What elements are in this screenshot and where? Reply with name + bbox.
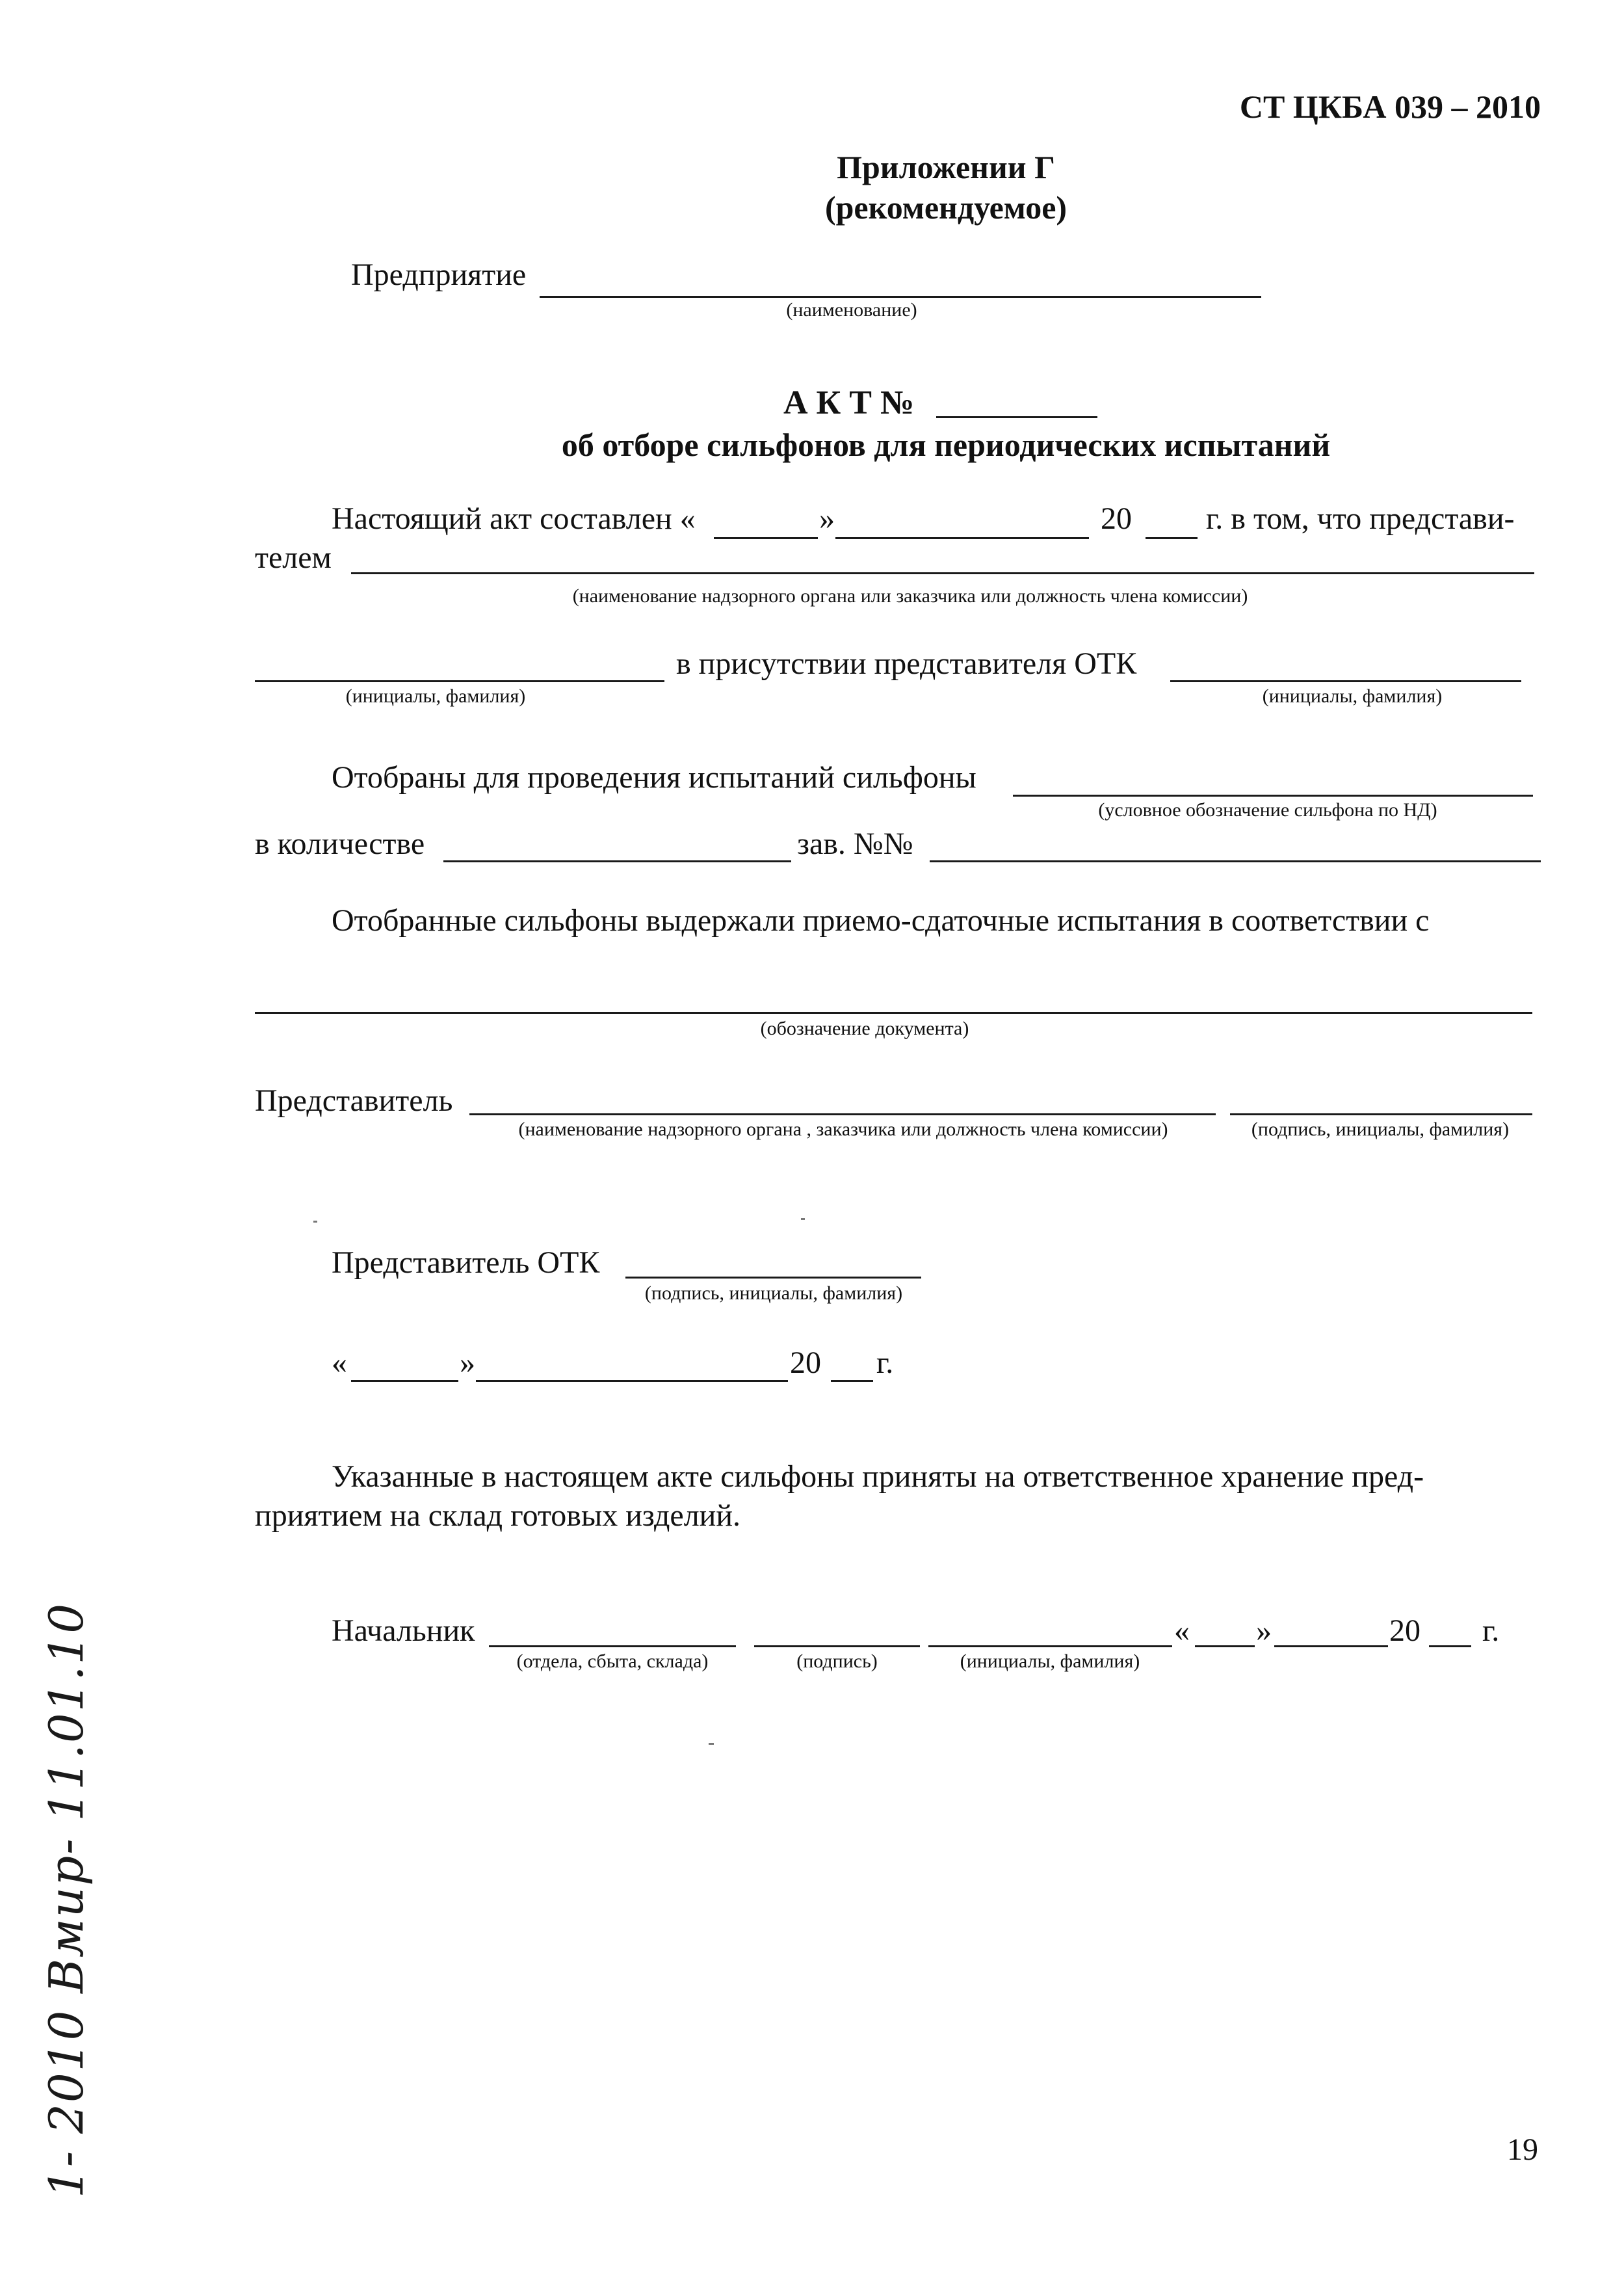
representative-org-caption: (наименование надзорного органа или заказчика или должность члена комиссии)	[572, 585, 1248, 607]
initials-caption-right: (инициалы, фамилия)	[1262, 685, 1443, 707]
appendix-title: Приложении Г	[837, 149, 1055, 185]
otk-sign-caption: (подпись, инициалы, фамилия)	[644, 1282, 903, 1304]
act-number-field[interactable]	[936, 416, 1097, 418]
act-subtitle: об отборе сильфонов для периодических испытаний	[561, 427, 1331, 463]
date-year-field[interactable]	[831, 1380, 873, 1382]
chief-label: Начальник	[332, 1613, 475, 1648]
chief-month-field[interactable]	[1274, 1645, 1388, 1647]
chief-year-field[interactable]	[1429, 1645, 1471, 1647]
date-month-field[interactable]	[476, 1380, 788, 1382]
chief-initials-field[interactable]	[928, 1645, 1172, 1647]
intro-day-field[interactable]	[714, 537, 818, 539]
date-year-suffix: г.	[876, 1345, 894, 1380]
intro-year-prefix: 20	[1101, 501, 1132, 536]
representative-org-field[interactable]	[351, 572, 1534, 574]
intro-text-start: Настоящий акт составлен «	[332, 501, 696, 536]
intro-text-end: г. в том, что представи-	[1206, 501, 1515, 536]
intro-line2-label: телем	[255, 540, 332, 575]
chief-sign-caption: (подпись)	[796, 1650, 878, 1672]
representative-name-field[interactable]	[469, 1113, 1216, 1115]
storage-line-1: Указанные в настоящем акте сильфоны приняты на ответственное хранение пред-	[332, 1459, 1424, 1494]
enterprise-caption: (наименование)	[786, 299, 917, 321]
margin-handwritten-note: 1- 2010 Вмир- 11.01.10	[39, 1602, 94, 2198]
chief-date-open: «	[1174, 1613, 1190, 1648]
representative-label: Представитель	[255, 1083, 453, 1118]
representative-initials-field[interactable]	[255, 680, 664, 682]
chief-dept-caption: (отдела, сбыта, склада)	[516, 1650, 709, 1672]
bellows-caption: (условное обозначение сильфона по НД)	[1098, 799, 1437, 821]
act-title: А К Т №	[783, 384, 915, 421]
document-field[interactable]	[255, 1012, 1532, 1014]
intro-year-field[interactable]	[1146, 537, 1198, 539]
representative-sign-field[interactable]	[1230, 1113, 1532, 1115]
tests-text: Отобранные сильфоны выдержали приемо-сдаточные испытания в соответствии с	[332, 903, 1430, 938]
quantity-field[interactable]	[443, 860, 791, 862]
intro-quote-close: »	[819, 501, 835, 536]
representative-org-caption-2: (наименование надзорного органа , заказчика или должность члена комиссии)	[518, 1119, 1168, 1140]
storage-line-2: приятием на склад готовых изделий.	[255, 1498, 741, 1533]
chief-date-close: »	[1256, 1613, 1272, 1648]
bellows-designation-field[interactable]	[1013, 795, 1533, 797]
representative-sign-caption: (подпись, инициалы, фамилия)	[1251, 1119, 1510, 1140]
enterprise-field[interactable]	[540, 296, 1261, 298]
document-caption: (обозначение документа)	[760, 1018, 969, 1039]
page-number: 19	[1507, 2132, 1538, 2167]
date-year-prefix: 20	[790, 1345, 821, 1380]
standard-code: СТ ЦКБА 039 – 2010	[1239, 88, 1541, 125]
chief-initials-caption: (инициалы, фамилия)	[960, 1650, 1140, 1672]
quantity-label: в количестве	[255, 827, 425, 861]
chief-year-prefix: 20	[1389, 1613, 1421, 1648]
intro-month-field[interactable]	[835, 537, 1089, 539]
date-close-quote: »	[460, 1345, 475, 1380]
serial-label: зав. №№	[797, 827, 913, 861]
initials-caption-left: (инициалы, фамилия)	[345, 685, 526, 707]
serial-numbers-field[interactable]	[930, 860, 1541, 862]
presence-text: в присутствии представителя ОТК	[676, 646, 1137, 681]
enterprise-label: Предприятие	[351, 258, 527, 292]
appendix-note: (рекомендуемое)	[824, 189, 1067, 226]
chief-sign-field[interactable]	[754, 1645, 920, 1647]
chief-dept-field[interactable]	[489, 1645, 736, 1647]
chief-day-field[interactable]	[1195, 1645, 1255, 1647]
date-day-field[interactable]	[351, 1380, 458, 1382]
selection-text: Отобраны для проведения испытаний сильфоны	[332, 760, 976, 795]
otk-label: Представитель ОТК	[332, 1245, 600, 1280]
date-open-quote: «	[332, 1345, 347, 1380]
chief-year-suffix: г.	[1482, 1613, 1500, 1648]
otk-sign-field[interactable]	[625, 1277, 921, 1279]
otk-initials-field[interactable]	[1170, 680, 1521, 682]
